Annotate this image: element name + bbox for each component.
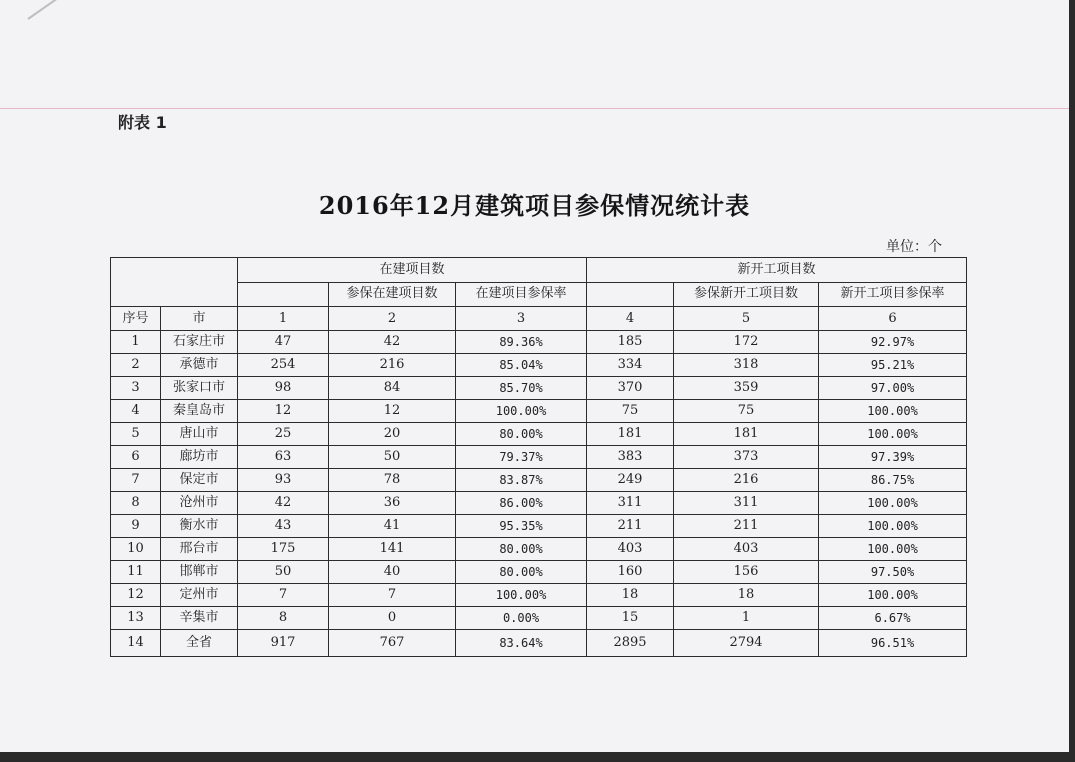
row-seq-cell: 5	[111, 423, 161, 446]
row-rate-new-cell: 100.00%	[819, 423, 967, 446]
row-insured-new-cell: 403	[674, 538, 819, 561]
row-city-cell: 廊坊市	[161, 446, 238, 469]
row-insured-new-cell: 216	[674, 469, 819, 492]
row-rate-in-progress-cell: 100.00%	[456, 584, 587, 607]
row-rate-in-progress-cell: 95.35%	[456, 515, 587, 538]
row-insured-new-cell: 172	[674, 331, 819, 354]
table-row	[111, 423, 967, 446]
row-in-progress-cell: 7	[238, 584, 329, 607]
row-new-cell: 185	[587, 331, 674, 354]
header-col1: 1	[238, 307, 329, 331]
row-insured-new-cell: 311	[674, 492, 819, 515]
row-new-cell: 311	[587, 492, 674, 515]
row-rate-in-progress-cell: 79.37%	[456, 446, 587, 469]
header-row-subgroups	[111, 282, 967, 307]
row-rate-in-progress-cell: 0.00%	[456, 607, 587, 630]
row-insured-new-cell: 318	[674, 354, 819, 377]
row-city-cell: 承德市	[161, 354, 238, 377]
row-in-progress-cell: 254	[238, 354, 329, 377]
row-rate-new-cell: 97.50%	[819, 561, 967, 584]
row-rate-in-progress-cell: 80.00%	[456, 538, 587, 561]
table-row	[111, 538, 967, 561]
row-city-cell: 辛集市	[161, 607, 238, 630]
row-insured-new-cell: 18	[674, 584, 819, 607]
table-row	[111, 446, 967, 469]
table-row	[111, 630, 967, 657]
row-city-cell: 定州市	[161, 584, 238, 607]
row-new-cell: 181	[587, 423, 674, 446]
row-city-cell: 全省	[161, 630, 238, 657]
row-in-progress-cell: 98	[238, 377, 329, 400]
row-insured-in-progress-cell: 141	[329, 538, 456, 561]
row-seq-cell: 10	[111, 538, 161, 561]
row-seq-cell: 1	[111, 331, 161, 354]
table-body	[111, 331, 967, 657]
row-seq-cell: 2	[111, 354, 161, 377]
row-insured-in-progress-cell: 767	[329, 630, 456, 657]
corner-fold-mark	[27, 0, 94, 20]
row-insured-new-cell: 373	[674, 446, 819, 469]
row-in-progress-cell: 42	[238, 492, 329, 515]
row-insured-in-progress-cell: 78	[329, 469, 456, 492]
header-row-groups	[111, 258, 967, 283]
row-insured-new-cell: 1	[674, 607, 819, 630]
row-rate-new-cell: 6.67%	[819, 607, 967, 630]
header-col6: 6	[819, 307, 967, 331]
header-col5: 5	[674, 307, 819, 331]
blank-subheader-cell-new	[587, 282, 674, 307]
header-city: 市	[161, 307, 238, 331]
row-city-cell: 沧州市	[161, 492, 238, 515]
row-insured-in-progress-cell: 0	[329, 607, 456, 630]
row-in-progress-cell: 8	[238, 607, 329, 630]
unit-label: 单位：个	[886, 239, 942, 255]
row-in-progress-cell: 43	[238, 515, 329, 538]
row-rate-in-progress-cell: 83.87%	[456, 469, 587, 492]
row-rate-new-cell: 100.00%	[819, 538, 967, 561]
row-rate-new-cell: 100.00%	[819, 515, 967, 538]
table-row	[111, 492, 967, 515]
row-in-progress-cell: 63	[238, 446, 329, 469]
row-rate-in-progress-cell: 80.00%	[456, 423, 587, 446]
pink-rule-line	[0, 108, 1069, 109]
row-insured-in-progress-cell: 50	[329, 446, 456, 469]
table-row	[111, 377, 967, 400]
row-insured-new-cell: 75	[674, 400, 819, 423]
header-insured-new: 参保新开工项目数	[674, 282, 819, 307]
row-city-cell: 衡水市	[161, 515, 238, 538]
row-city-cell: 邢台市	[161, 538, 238, 561]
header-col4: 4	[587, 307, 674, 331]
row-seq-cell: 3	[111, 377, 161, 400]
row-rate-new-cell: 86.75%	[819, 469, 967, 492]
table-row	[111, 584, 967, 607]
row-seq-cell: 7	[111, 469, 161, 492]
row-insured-in-progress-cell: 42	[329, 331, 456, 354]
row-rate-new-cell: 100.00%	[819, 400, 967, 423]
row-in-progress-cell: 25	[238, 423, 329, 446]
row-insured-new-cell: 211	[674, 515, 819, 538]
header-rate-new: 新开工项目参保率	[819, 282, 967, 307]
row-rate-new-cell: 97.00%	[819, 377, 967, 400]
row-insured-in-progress-cell: 20	[329, 423, 456, 446]
row-new-cell: 370	[587, 377, 674, 400]
header-col3: 3	[456, 307, 587, 331]
header-seq: 序号	[111, 307, 161, 331]
row-seq-cell: 8	[111, 492, 161, 515]
row-new-cell: 160	[587, 561, 674, 584]
row-in-progress-cell: 50	[238, 561, 329, 584]
row-insured-new-cell: 359	[674, 377, 819, 400]
row-city-cell: 张家口市	[161, 377, 238, 400]
row-insured-in-progress-cell: 84	[329, 377, 456, 400]
row-seq-cell: 12	[111, 584, 161, 607]
row-seq-cell: 14	[111, 630, 161, 657]
row-insured-in-progress-cell: 12	[329, 400, 456, 423]
row-seq-cell: 4	[111, 400, 161, 423]
table-row	[111, 400, 967, 423]
row-seq-cell: 13	[111, 607, 161, 630]
row-new-cell: 249	[587, 469, 674, 492]
row-seq-cell: 11	[111, 561, 161, 584]
row-rate-in-progress-cell: 100.00%	[456, 400, 587, 423]
table-row	[111, 469, 967, 492]
row-rate-new-cell: 100.00%	[819, 584, 967, 607]
row-rate-new-cell: 92.97%	[819, 331, 967, 354]
header-rate-in-progress: 在建项目参保率	[456, 282, 587, 307]
row-in-progress-cell: 175	[238, 538, 329, 561]
row-insured-in-progress-cell: 36	[329, 492, 456, 515]
row-seq-cell: 9	[111, 515, 161, 538]
row-seq-cell: 6	[111, 446, 161, 469]
row-insured-in-progress-cell: 40	[329, 561, 456, 584]
row-rate-in-progress-cell: 85.70%	[456, 377, 587, 400]
header-insured-in-progress: 参保在建项目数	[329, 282, 456, 307]
table-row	[111, 354, 967, 377]
row-city-cell: 唐山市	[161, 423, 238, 446]
row-insured-in-progress-cell: 7	[329, 584, 456, 607]
row-insured-new-cell: 156	[674, 561, 819, 584]
row-city-cell: 邯郸市	[161, 561, 238, 584]
row-new-cell: 2895	[587, 630, 674, 657]
table-row	[111, 607, 967, 630]
row-rate-in-progress-cell: 86.00%	[456, 492, 587, 515]
row-rate-in-progress-cell: 89.36%	[456, 331, 587, 354]
row-insured-new-cell: 181	[674, 423, 819, 446]
document-title: 2016年12月建筑项目参保情况统计表	[318, 191, 751, 220]
row-insured-in-progress-cell: 216	[329, 354, 456, 377]
row-new-cell: 383	[587, 446, 674, 469]
row-new-cell: 18	[587, 584, 674, 607]
row-insured-new-cell: 2794	[674, 630, 819, 657]
header-row-numbers	[111, 307, 967, 331]
group-header-new: 新开工项目数	[587, 258, 967, 283]
row-new-cell: 211	[587, 515, 674, 538]
row-rate-in-progress-cell: 80.00%	[456, 561, 587, 584]
group-header-in-progress: 在建项目数	[238, 258, 587, 283]
row-rate-new-cell: 96.51%	[819, 630, 967, 657]
header-col2: 2	[329, 307, 456, 331]
row-in-progress-cell: 47	[238, 331, 329, 354]
row-rate-new-cell: 97.39%	[819, 446, 967, 469]
row-rate-in-progress-cell: 85.04%	[456, 354, 587, 377]
row-new-cell: 403	[587, 538, 674, 561]
blank-subheader-cell	[238, 282, 329, 307]
statistics-table	[110, 257, 967, 657]
row-rate-in-progress-cell: 83.64%	[456, 630, 587, 657]
row-new-cell: 334	[587, 354, 674, 377]
row-rate-new-cell: 100.00%	[819, 492, 967, 515]
row-city-cell: 石家庄市	[161, 331, 238, 354]
appendix-label: 附表 1	[118, 113, 167, 132]
row-in-progress-cell: 12	[238, 400, 329, 423]
blank-header-cell	[111, 258, 238, 307]
row-city-cell: 秦皇岛市	[161, 400, 238, 423]
row-in-progress-cell: 917	[238, 630, 329, 657]
table-row	[111, 331, 967, 354]
row-in-progress-cell: 93	[238, 469, 329, 492]
row-insured-in-progress-cell: 41	[329, 515, 456, 538]
table-row	[111, 515, 967, 538]
row-city-cell: 保定市	[161, 469, 238, 492]
row-rate-new-cell: 95.21%	[819, 354, 967, 377]
row-new-cell: 75	[587, 400, 674, 423]
table-row	[111, 561, 967, 584]
row-new-cell: 15	[587, 607, 674, 630]
